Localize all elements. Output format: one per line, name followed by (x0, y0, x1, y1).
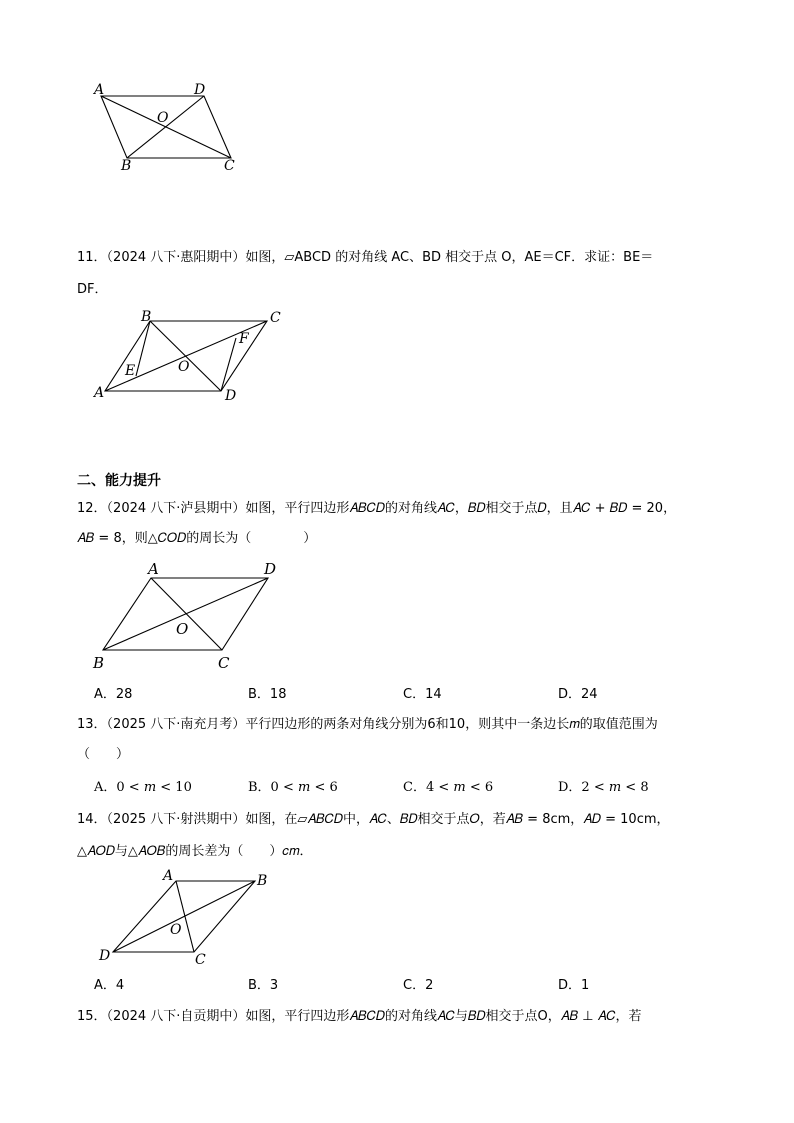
label-O: O (157, 110, 169, 126)
q11-label-F: F (239, 331, 249, 347)
q13-text-line1: 13．（2025 八下·南充月考）平行四边形的两条对角线分别为6和10，则其中一条边长𝑚的取值范围为 (77, 717, 658, 732)
q13-option-d: D．2 < 𝑚 < 8 (558, 780, 649, 795)
q12-option-b: B．18 (248, 687, 287, 702)
q11-text-line2: DF． (77, 282, 108, 297)
q14-option-a: A．4 (94, 978, 125, 993)
q14-option-c: C．2 (403, 978, 434, 993)
q14-label-B: B (257, 873, 268, 889)
q13-option-b: B．0 < 𝑚 < 6 (248, 780, 338, 795)
q11-label-D: D (225, 388, 237, 404)
q14-text-line1: 14．（2025 八下·射洪期中）如图，在▱𝐴𝐵𝐶𝐷中，𝐴𝐶、𝐵𝐷相交于点𝑂，若𝐴𝐵 = 8cm，𝐴𝐷 = 10cm， (77, 812, 670, 827)
q12-option-d: D．24 (558, 687, 598, 702)
q11-label-A: A (94, 385, 105, 401)
label-C: C (224, 158, 235, 174)
q11-label-E: E (125, 363, 136, 379)
label-B: B (121, 158, 132, 174)
q14-text-line2: △𝐴𝑂𝐷与△𝐴𝑂𝐵的周长差为（ ）𝑐𝑚． (77, 844, 313, 859)
q12-option-a: A．28 (94, 687, 133, 702)
q13-text-line2: （ ） (77, 747, 130, 762)
q14-label-A: A (163, 868, 174, 884)
q14-label-D: D (99, 948, 111, 964)
q12-label-D: D (264, 560, 277, 578)
q12-option-c: C．14 (403, 687, 442, 702)
q12-text-line1: 12．（2024 八下·泸县期中）如图，平行四边形𝐴𝐵𝐶𝐷的对角线𝐴𝐶，𝐵𝐷相交于点𝐷，且𝐴𝐶 + 𝐵𝐷 = 20， (77, 501, 677, 516)
q12-label-B: B (93, 654, 105, 672)
q11-label-O: O (178, 359, 190, 375)
q14-option-d: D．1 (558, 978, 590, 993)
q11-text-line1: 11．（2024 八下·惠阳期中）如图，▱ABCD 的对角线 AC、BD 相交于点 O，AE＝CF．求证：BE＝ (77, 250, 654, 265)
q11-label-B: B (141, 309, 152, 325)
label-D: D (194, 82, 206, 98)
q13-option-a: A．0 < 𝑚 < 10 (94, 780, 192, 795)
label-A: A (94, 82, 105, 98)
q14-label-C: C (195, 952, 206, 968)
q14-label-O: O (170, 922, 182, 938)
q14-option-b: B．3 (248, 978, 279, 993)
section-title: 二、能力提升 (77, 473, 161, 489)
q13-option-c: C．4 < 𝑚 < 6 (403, 780, 494, 795)
q12-label-A: A (148, 560, 159, 578)
q12-label-O: O (176, 620, 189, 638)
q15-text-line1: 15．（2024 八下·自贡期中）如图，平行四边形𝐴𝐵𝐶𝐷的对角线𝐴𝐶与𝐵𝐷相交于点O，𝐴𝐵 ⊥ 𝐴𝐶，若 (77, 1009, 642, 1024)
q12-label-C: C (218, 654, 230, 672)
q12-text-line2: 𝐴𝐵 = 8，则△𝐶𝑂𝐷的周长为（ ） (77, 531, 317, 546)
q11-label-C: C (270, 310, 281, 326)
